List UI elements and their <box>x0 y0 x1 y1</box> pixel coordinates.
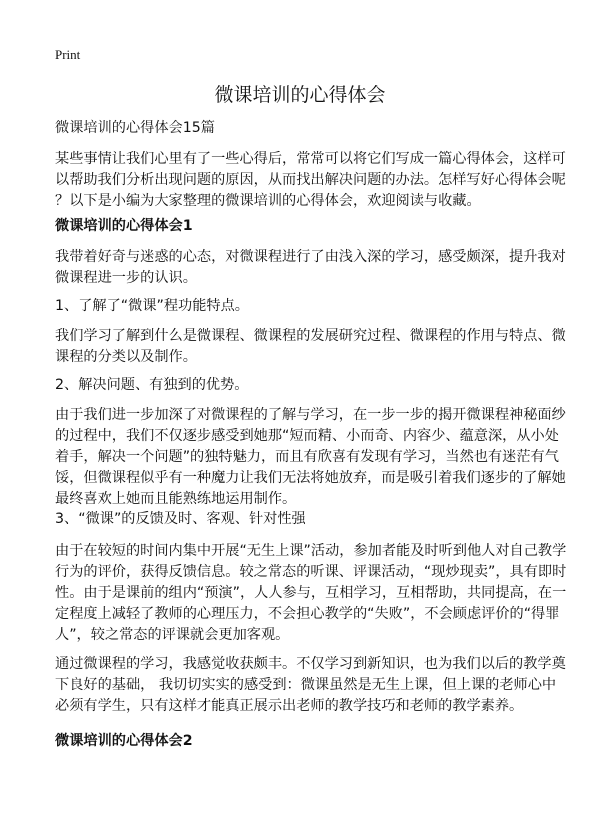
text-line: 定程度上减轻了教师的心理压力，不会担心教学的“失败”，不会顾虑评价的“得罪 <box>55 606 560 622</box>
text-line: 性。由于是课前的组内“预演”，人人参与，互相学习，互相帮助，共同提高，在一 <box>55 585 567 601</box>
text-line: 通过微课程的学习，我感觉收获颇丰。不仅学习到新知识，也为我们以后的教学奠 <box>55 656 566 672</box>
text-line: 最终喜欢上她而且能熟练地运用制作。 <box>55 491 297 507</box>
list-item-1: 1、了解了“微课”程功能特点。 <box>55 298 249 314</box>
text-line: 馁，但微课程似乎有一种魔力让我们无法将她放弃，而是吸引着我们逐步的了解她 <box>55 470 566 486</box>
text-line: 的过程中，我们不仅逐步感受到她那“短而精、小而奇、内容少、蕴意深，从小处 <box>55 428 559 444</box>
paragraph <box>55 405 575 510</box>
print-link[interactable]: Print <box>55 47 81 62</box>
text-line: 下良好的基础， 我切切实实的感受到：微课虽然是无生上课，但上课的老师心中 <box>55 677 557 693</box>
paragraph <box>55 541 575 646</box>
text-line: 某些事情让我们心里有了一些心得后，常常可以将它们写成一篇心得体会，这样可 <box>55 151 566 167</box>
paragraph <box>55 247 575 289</box>
paragraph <box>55 326 575 368</box>
section-heading-2: 微课培训的心得体会2 <box>55 733 193 749</box>
text-line: 必须有学生，只有这样才能真正展示出老师的教学技巧和老师的教学素养。 <box>55 698 524 714</box>
text-line: 我带着好奇与迷惑的心态，对微课程进行了由浅入深的学习，感受颇深，提升我对 <box>55 249 566 265</box>
text-line: 由于我们进一步加深了对微课程的了解与学习，在一步一步的揭开微课程神秘面纱 <box>55 407 566 423</box>
text-line: 课程的分类以及制作。 <box>55 349 197 365</box>
text-line: 以帮助我们分析出现问题的原因，从而找出解决问题的办法。怎样写好心得体会呢 <box>55 172 566 188</box>
text-line: 着手，解决一个问题”的独特魅力，而且有欣喜有发现有学习，当然也有迷茫有气 <box>55 449 559 465</box>
list-item-2: 2、解决问题、有独到的优势。 <box>55 377 249 393</box>
text-line: 我们学习了解到什么是微课程、微课程的发展研究过程、微课程的作用与特点、微 <box>55 328 566 344</box>
paragraph <box>55 654 575 717</box>
text-line: 人”，较之常态的评课就会更加客观。 <box>55 627 290 643</box>
text-line: ？以下是小编为大家整理的微课培训的心得体会，欢迎阅读与收藏。 <box>55 193 481 209</box>
intro-paragraph <box>55 149 575 212</box>
text-line: 微课程进一步的认识。 <box>55 270 197 286</box>
page-title: 微课培训的心得体会 <box>214 84 386 106</box>
text-line: 由于在较短的时间内集中开展“无生上课”活动，参加者能及时听到他人对自己教学 <box>55 543 567 559</box>
subtitle: 微课培训的心得体会15篇 <box>55 120 215 136</box>
text-line: 行为的评价，获得反馈信息。较之常态的听课、评课活动，“现炒现卖”，具有即时 <box>55 564 567 580</box>
list-item-3: 3、“微课”的反馈及时、客观、针对性强 <box>55 511 306 527</box>
section-heading-1: 微课培训的心得体会1 <box>55 218 193 234</box>
